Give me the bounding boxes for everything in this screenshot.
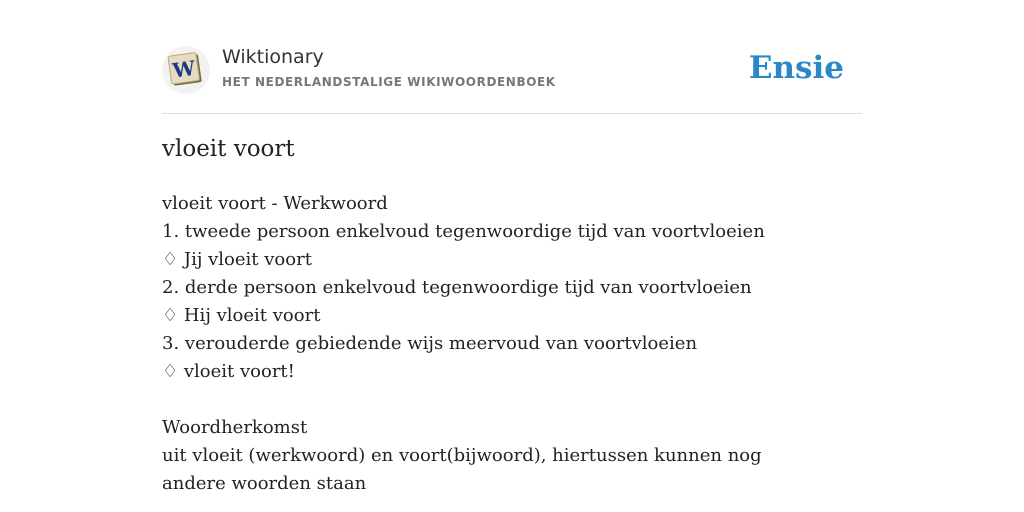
example-2: ♢ Hij vloeit voort xyxy=(162,305,321,326)
example-3: ♢ vloeit voort! xyxy=(162,361,295,382)
ensie-brand-link[interactable]: Ensie xyxy=(748,50,844,86)
wiktionary-logo-icon[interactable] xyxy=(162,46,210,94)
example-1: ♢ Jij vloeit voort xyxy=(162,249,312,270)
definition-3: 3. verouderde gebiedende wijs meervoud van voortvloeien xyxy=(162,333,698,354)
entry-heading: vloeit voort - Werkwoord xyxy=(162,193,388,214)
entry-content xyxy=(162,190,862,498)
site-name[interactable]: Wiktionary xyxy=(222,46,324,68)
svg-text:W: W xyxy=(171,55,197,83)
etymology-text: uit vloeit (werkwoord) en voort(bijwoord), hiertussen kunnen nog andere woorden staan xyxy=(162,445,762,494)
site-header xyxy=(162,44,862,114)
definition-2: 2. derde persoon enkelvoud tegenwoordige tijd van voortvloeien xyxy=(162,277,752,298)
site-tagline: HET NEDERLANDSTALIGE WIKIWOORDENBOEK xyxy=(222,75,556,89)
header-divider xyxy=(162,113,862,114)
blank-spacer xyxy=(162,386,862,414)
etymology-heading: Woordherkomst xyxy=(162,417,308,438)
page-title: vloeit voort xyxy=(162,136,295,162)
definition-1: 1. tweede persoon enkelvoud tegenwoordige tijd van voortvloeien xyxy=(162,221,765,242)
